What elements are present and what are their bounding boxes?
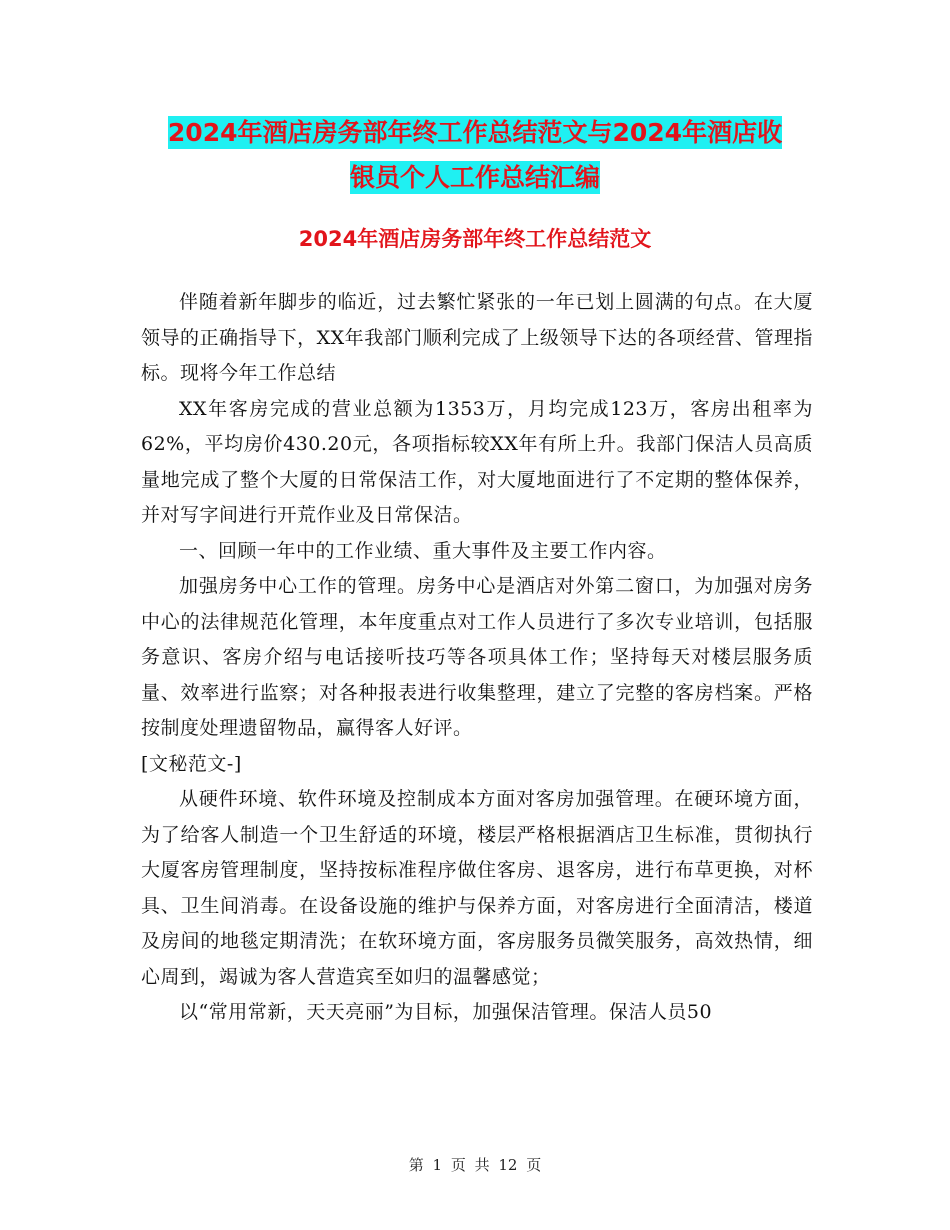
section-title: 2024年酒店房务部年终工作总结范文 — [298, 227, 652, 251]
paragraph-room-center: 加强房务中心工作的管理。房务中心是酒店对外第二窗口，为加强对房务中心的法律规范化管理，本年度重点对工作人员进行了多次专业培训，包括服务意识、客房介绍与电话接听技巧等各项具体工作；坚持每天对楼层服务质量、效率进行监察；对各种报表进行收集整理，建立了完整的客房档案。严格按制度处理遗留物品，赢得客人好评。 — [141, 575, 813, 739]
paragraph-cleaning: 以“常用常新，天天亮丽”为目标，加强保洁管理。保洁人员50 — [179, 1001, 713, 1023]
paragraph-environment: 从硬件环境、软件环境及控制成本方面对客房加强管理。在硬环境方面，为了给客人制造一个卫生舒适的环境，楼层严格根据酒店卫生标准，贯彻执行大厦客房管理制度，坚持按标准程序做住客房、退客房，进行布草更换，对杯具、卫生间消毒。在设备设施的维护与保养方面，对客房进行全面清洁，楼道及房间的地毯定期清洗；在软环境方面，客房服务员微笑服务，高效热情，细心周到，竭诚为客人营造宾至如归的温馨感觉； — [141, 788, 813, 988]
document-body — [141, 285, 813, 1031]
title-highlight-2: 银员个人工作总结汇编 — [349, 163, 600, 192]
paragraph-source-tag: [文秘范文-] — [141, 752, 242, 775]
page-footer: 第 1 页 共 12 页 — [408, 1156, 542, 1174]
title-highlight-1: 2024年酒店房务部年终工作总结范文与2024年酒店收 — [167, 118, 783, 147]
paragraph-intro: 伴随着新年脚步的临近，过去繁忙紧张的一年已划上圆满的句点。在大厦领导的正确指导下，XX年我部门顺利完成了上级领导下达的各项经营、管理指标。现将今年工作总结 — [141, 291, 813, 384]
document-title-line-2 — [0, 158, 950, 194]
paragraph-revenue: XX年客房完成的营业总额为1353万，月均完成123万，客房出租率为62%，平均房价430.20元，各项指标较XX年有所上升。我部门保洁人员高质量地完成了整个大厦的日常保洁工作，对大厦地面进行了不定期的整体保养，并对写字间进行开荒作业及日常保洁。 — [141, 397, 813, 526]
paragraph-review-heading: 一、回顾一年中的工作业绩、重大事件及主要工作内容。 — [179, 539, 667, 562]
document-title-line-1 — [0, 113, 950, 149]
